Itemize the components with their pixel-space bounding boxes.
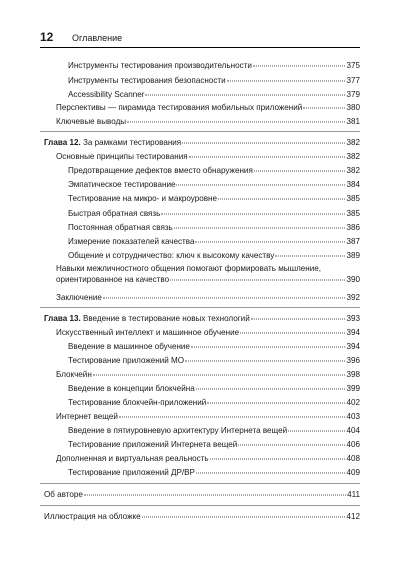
toc-chapter-13[interactable] bbox=[44, 314, 360, 324]
toc-entry[interactable]: Искусственный интеллект и машинное обучение 394 bbox=[56, 328, 360, 337]
leader-dots bbox=[191, 347, 346, 348]
page-ref: 381 bbox=[346, 117, 360, 126]
page-ref: 412 bbox=[346, 512, 360, 521]
toc-entry[interactable]: Эмпатическое тестирование 384 bbox=[68, 180, 360, 189]
leader-dots bbox=[174, 228, 346, 229]
leader-dots bbox=[93, 375, 346, 376]
leader-dots bbox=[251, 319, 346, 320]
toc-entry-conclusion[interactable]: Заключение 392 bbox=[56, 293, 360, 302]
page-ref: 409 bbox=[346, 468, 360, 477]
page-ref: 382 bbox=[346, 138, 360, 147]
header-rule bbox=[40, 47, 360, 48]
page-ref: 387 bbox=[346, 237, 360, 246]
section-divider bbox=[40, 483, 360, 484]
leader-dots bbox=[253, 66, 346, 67]
chapter-number: Глава 13. bbox=[44, 314, 81, 323]
leader-dots bbox=[238, 445, 345, 446]
toc-entry[interactable]: Тестирование блокчейн-приложений 402 bbox=[68, 398, 360, 407]
page-ref: 375 bbox=[346, 61, 360, 70]
leader-dots bbox=[145, 95, 345, 96]
page-ref: 382 bbox=[346, 152, 360, 161]
leader-dots bbox=[119, 417, 346, 418]
leader-dots bbox=[207, 403, 345, 404]
toc-entry[interactable]: Интернет вещей 403 bbox=[56, 412, 360, 421]
leader-dots bbox=[189, 157, 346, 158]
page-ref: 384 bbox=[346, 180, 360, 189]
toc-entry[interactable]: Тестирование приложений МО 396 bbox=[68, 356, 360, 365]
toc-entry[interactable]: Введение в машинное обучение 394 bbox=[68, 342, 360, 351]
page-ref: 382 bbox=[346, 166, 360, 175]
page-ref: 408 bbox=[346, 454, 360, 463]
page-ref: 385 bbox=[346, 209, 360, 218]
page-ref: 385 bbox=[346, 194, 360, 203]
toc-entry-performance-tools[interactable]: Инструменты тестирования производительности 375 bbox=[68, 61, 360, 70]
leader-dots bbox=[240, 333, 345, 334]
running-title: Оглавление bbox=[72, 33, 123, 43]
leader-dots bbox=[195, 242, 345, 243]
leader-dots bbox=[170, 279, 345, 280]
toc-entry-key-takeaways[interactable]: Ключевые выводы 381 bbox=[56, 117, 360, 126]
chapter-title: Введение в тестирование новых технологий bbox=[82, 314, 250, 323]
leader-dots bbox=[254, 171, 346, 172]
chapter-number: Глава 12. bbox=[44, 138, 81, 147]
leader-dots bbox=[84, 495, 346, 496]
page-ref: 392 bbox=[346, 293, 360, 302]
page-ref: 394 bbox=[346, 342, 360, 351]
toc-entry-cover-illustration[interactable]: Иллюстрация на обложке 412 bbox=[44, 512, 360, 521]
leader-dots bbox=[185, 361, 345, 362]
page-ref: 411 bbox=[347, 490, 360, 499]
toc-entry[interactable]: Тестирование на микро- и макроуровне 385 bbox=[68, 194, 360, 203]
toc-entry-multiline[interactable]: Навыки межличностного общения помогают формировать мышление, ориентированное на качество 390 bbox=[56, 264, 360, 284]
leader-dots bbox=[176, 185, 345, 186]
toc-entry[interactable]: Быстрая обратная связь 385 bbox=[68, 209, 360, 218]
page-number: 12 bbox=[40, 30, 54, 44]
toc-entry[interactable]: Основные принципы тестирования 382 bbox=[56, 152, 360, 161]
page-ref: 402 bbox=[346, 398, 360, 407]
toc-entry[interactable]: Общение и сотрудничество: ключ к высокому качеству 389 bbox=[68, 251, 360, 260]
page-ref: 390 bbox=[346, 274, 360, 284]
page-ref: 386 bbox=[346, 223, 360, 232]
toc-entry-accessibility-scanner[interactable]: Accessibility Scanner 379 bbox=[68, 90, 360, 99]
leader-dots bbox=[227, 81, 346, 82]
page-ref: 377 bbox=[346, 76, 360, 85]
leader-dots bbox=[196, 389, 346, 390]
leader-dots bbox=[127, 122, 345, 123]
section-divider bbox=[40, 505, 360, 506]
page-ref: 380 bbox=[346, 103, 360, 112]
toc-entry[interactable]: Дополненная и виртуальная реальность 408 bbox=[56, 454, 360, 463]
leader-dots bbox=[196, 473, 346, 474]
leader-dots bbox=[303, 108, 345, 109]
toc-chapter-12[interactable] bbox=[44, 138, 360, 148]
leader-dots bbox=[218, 199, 345, 200]
toc-entry-about-author[interactable]: Об авторе 411 bbox=[44, 490, 360, 499]
toc-entry-security-tools[interactable]: Инструменты тестирования безопасности 377 bbox=[68, 76, 360, 85]
toc-entry[interactable]: Предотвращение дефектов вместо обнаружения 382 bbox=[68, 166, 360, 175]
toc-entry-pyramid[interactable]: Перспективы — пирамида тестирования мобильных приложений 380 bbox=[56, 103, 360, 112]
leader-dots bbox=[103, 298, 346, 299]
page-ref: 393 bbox=[346, 314, 360, 323]
page-header bbox=[40, 30, 360, 46]
page-ref: 398 bbox=[346, 370, 360, 379]
leader-dots bbox=[275, 256, 345, 257]
leader-dots bbox=[161, 214, 345, 215]
leader-dots bbox=[210, 459, 346, 460]
toc-entry[interactable]: Блокчейн 398 bbox=[56, 370, 360, 379]
page-ref: 394 bbox=[346, 328, 360, 337]
toc-entry[interactable]: Измерение показателей качества 387 bbox=[68, 237, 360, 246]
section-divider bbox=[40, 307, 360, 308]
page-ref: 404 bbox=[346, 426, 360, 435]
page-ref: 403 bbox=[346, 412, 360, 421]
toc-entry[interactable]: Введение в пятиуровневую архитектуру Интернета вещей 404 bbox=[68, 426, 360, 435]
page-ref: 406 bbox=[346, 440, 360, 449]
leader-dots bbox=[288, 431, 345, 432]
toc-entry[interactable]: Тестирование приложений Интернета вещей 406 bbox=[68, 440, 360, 449]
page-ref: 396 bbox=[346, 356, 360, 365]
leader-dots bbox=[182, 143, 345, 144]
page-ref: 389 bbox=[346, 251, 360, 260]
chapter-title: За рамками тестирования bbox=[82, 138, 182, 147]
section-divider bbox=[40, 131, 360, 132]
page-ref: 379 bbox=[346, 90, 360, 99]
page-ref: 399 bbox=[346, 384, 360, 393]
leader-dots bbox=[142, 517, 346, 518]
toc-entry[interactable]: Тестирование приложений ДР/ВР 409 bbox=[68, 468, 360, 477]
toc-entry[interactable]: Введение в концепции блокчейна 399 bbox=[68, 384, 360, 393]
toc-entry[interactable]: Постоянная обратная связь 386 bbox=[68, 223, 360, 232]
